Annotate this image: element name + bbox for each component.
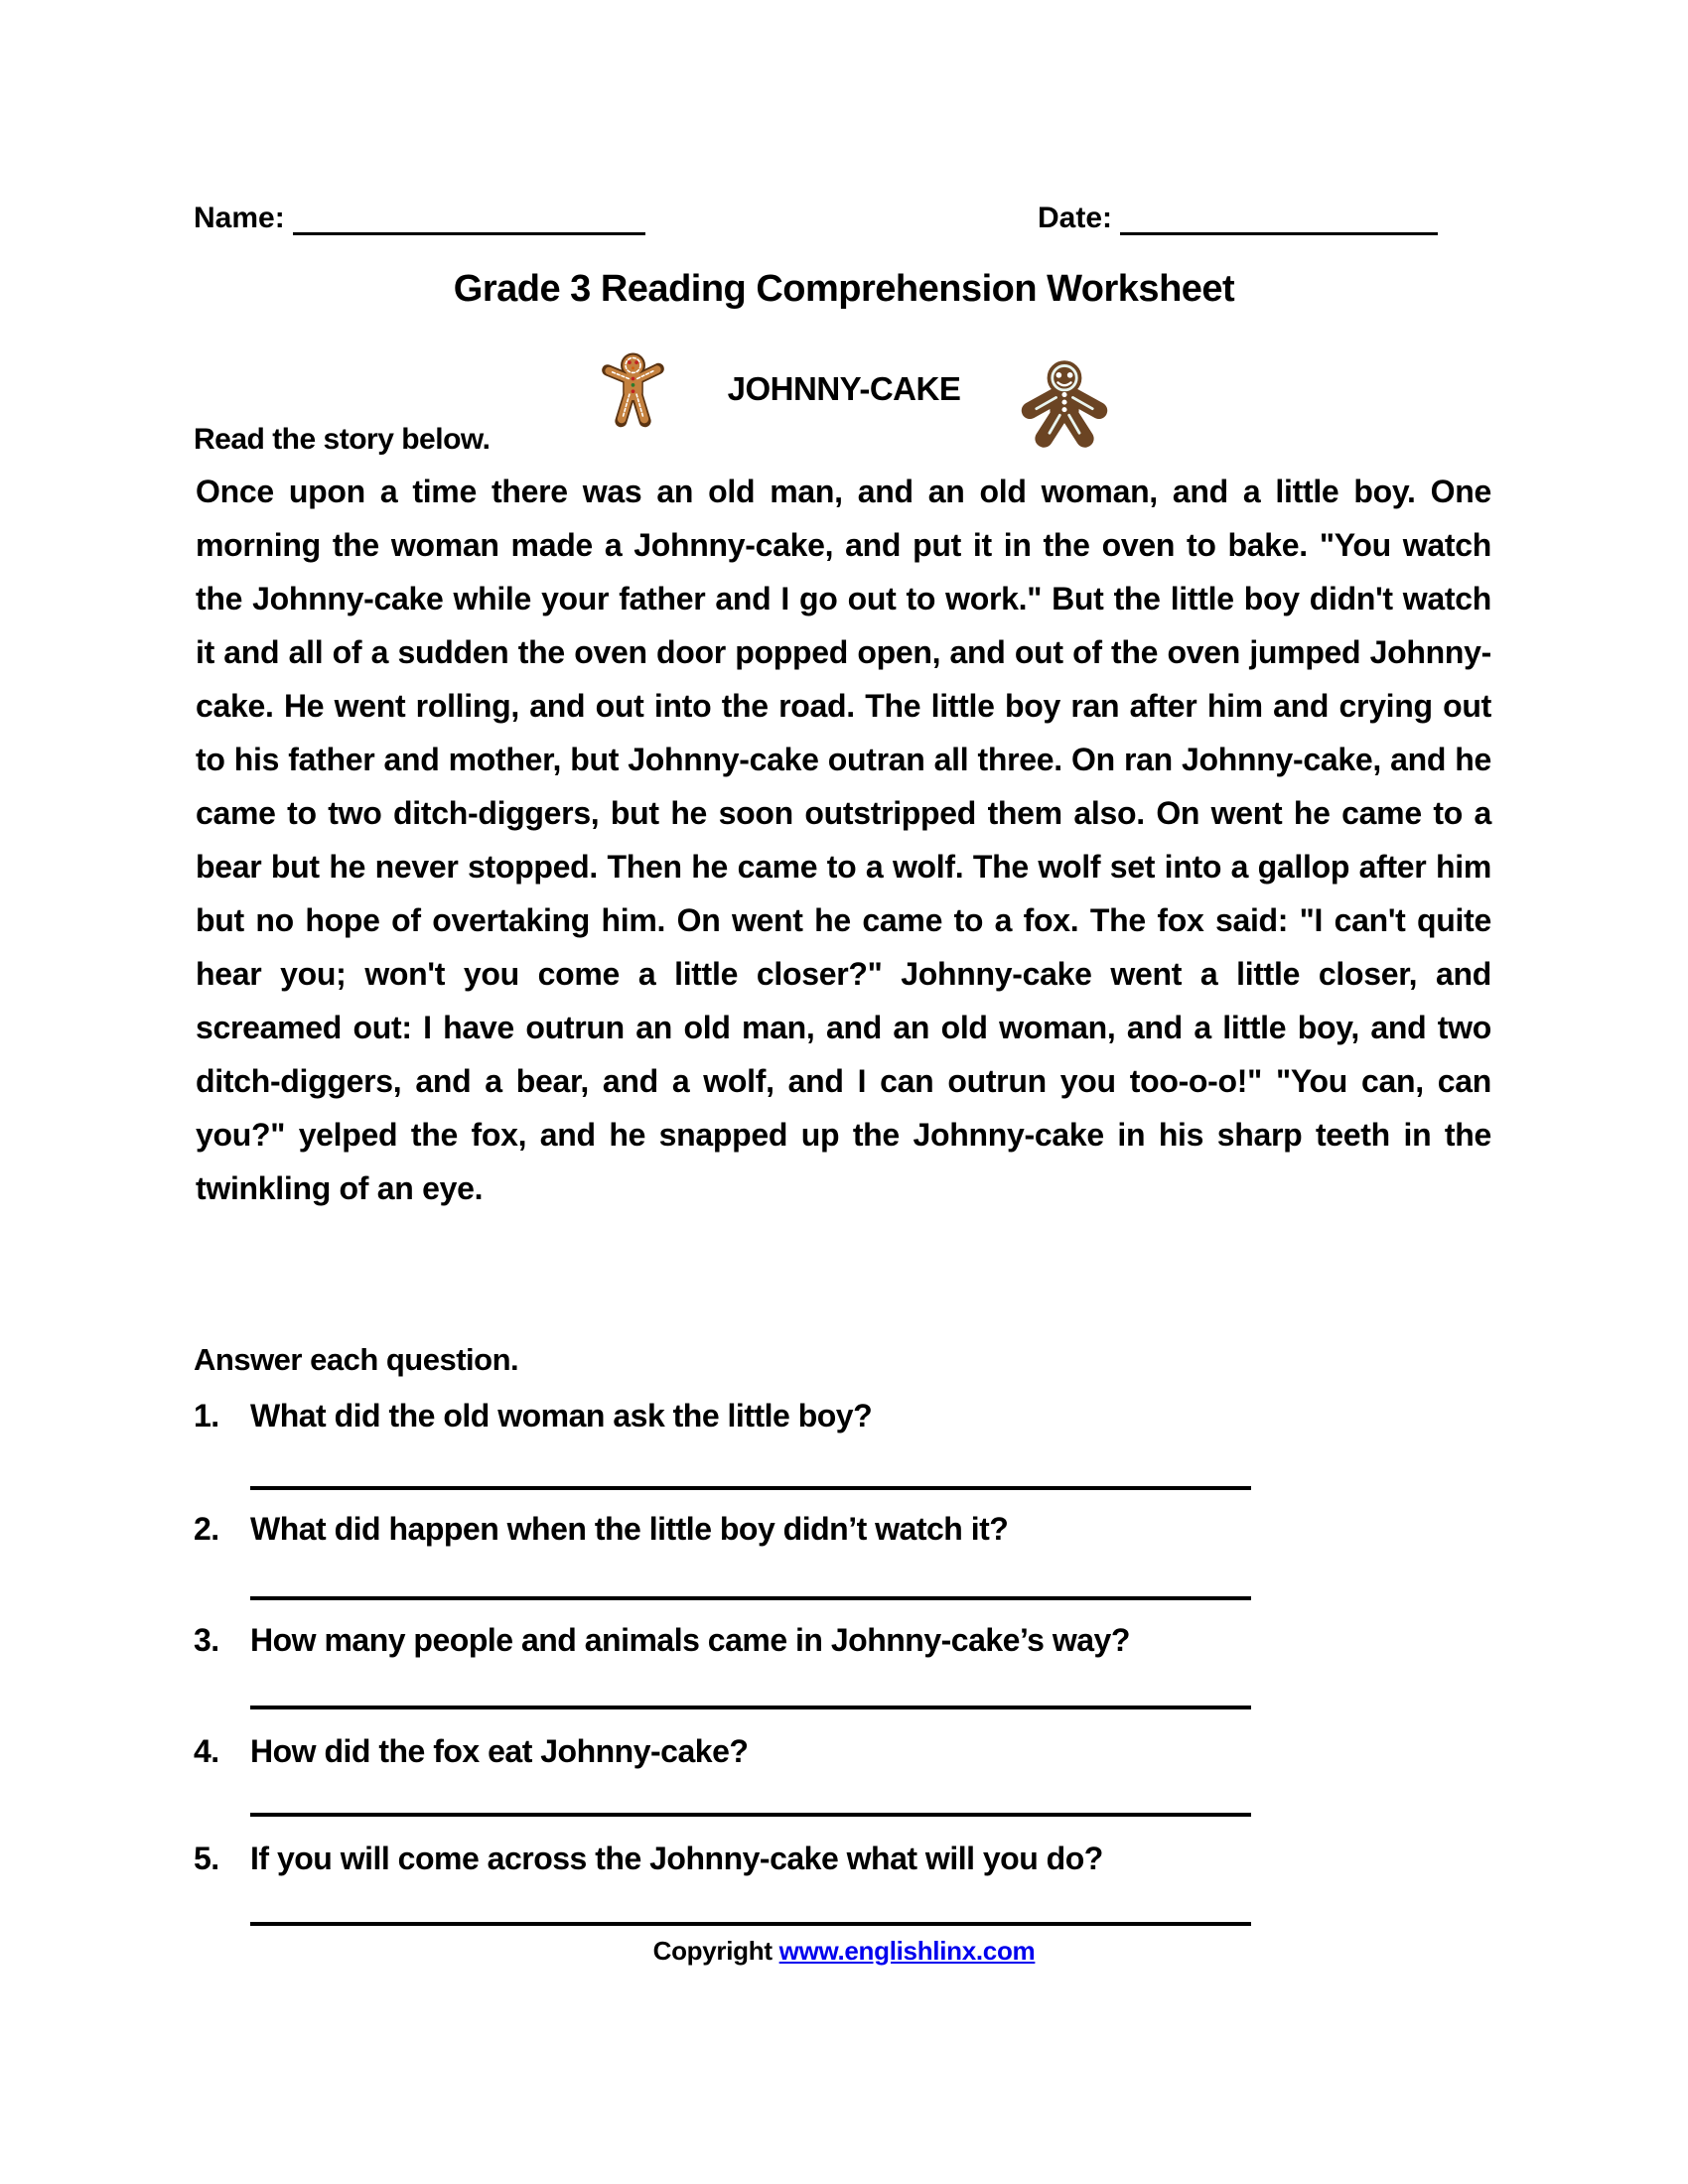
date-blank-line <box>1120 199 1438 235</box>
name-label: Name: <box>194 202 285 234</box>
answer-line-2 <box>250 1596 1251 1600</box>
footer <box>0 1936 1688 1967</box>
question-1 <box>194 1398 1465 1434</box>
answer-instruction: Answer each question. <box>194 1342 519 1377</box>
answer-line-1 <box>250 1486 1251 1490</box>
copyright-link[interactable]: www.englishlinx.com <box>778 1936 1036 1966</box>
question-2 <box>194 1511 1465 1548</box>
question-1-number: 1. <box>194 1398 219 1433</box>
question-4-number: 4. <box>194 1733 219 1769</box>
name-blank-line <box>293 199 645 235</box>
question-3-text: How many people and animals came in Johnny-cake’s way? <box>250 1622 1130 1658</box>
read-instruction: Read the story below. <box>194 423 491 456</box>
question-1-text: What did the old woman ask the little boy? <box>250 1398 873 1433</box>
story-text: Once upon a time there was an old man, and an old woman, and a little boy. One morning the woman made a Johnny-cake, and put it in the oven to bake. "You watch the Johnny-cake while your father and I go out to work." But the little boy didn't watch it and all of a sudden the oven door popped open, and out of the oven jumped Johnny-cake. He went rolling, and out into the road. The little boy ran after him and crying out to his father and mother, but Johnny-cake outran all three. On ran Johnny-cake, and he came to two ditch-diggers, but he soon outstripped them also. On went he came to a bear but he never stopped. Then he came to a wolf. The wolf set into a gallop after him but no hope of overtaking him. On went he came to a fox. The fox said: "I can't quite hear you; won't you come a little closer?" Johnny-cake went a little closer, and screamed out: I have outrun an old man, and an old woman, and a little boy, and two ditch-diggers, and a bear, and a wolf, and I can outrun you too-o-o!" "You can, can you?" yelped the fox, and he snapped up the Johnny-cake in his sharp teeth in the twinkling of an eye. <box>196 474 1491 1206</box>
name-field <box>194 199 645 235</box>
answer-line-5 <box>250 1922 1251 1926</box>
answer-line-3 <box>250 1706 1251 1709</box>
question-5 <box>194 1841 1465 1877</box>
copyright-label: Copyright <box>652 1936 773 1966</box>
page-title: Grade 3 Reading Comprehension Worksheet <box>453 268 1235 310</box>
question-3 <box>194 1622 1465 1659</box>
answer-line-4 <box>250 1813 1251 1817</box>
date-label: Date: <box>1038 202 1113 234</box>
date-field <box>1038 199 1438 235</box>
question-2-number: 2. <box>194 1511 219 1547</box>
question-2-text: What did happen when the little boy didn’t watch it? <box>250 1511 1009 1547</box>
question-5-text: If you will come across the Johnny-cake what will you do? <box>250 1841 1103 1876</box>
question-4-text: How did the fox eat Johnny-cake? <box>250 1733 749 1769</box>
question-4 <box>194 1733 1465 1770</box>
gingerbread-man-smiling-icon <box>1015 357 1114 451</box>
story-title: JOHNNY-CAKE <box>727 370 961 407</box>
question-5-number: 5. <box>194 1841 219 1876</box>
question-3-number: 3. <box>194 1622 219 1658</box>
